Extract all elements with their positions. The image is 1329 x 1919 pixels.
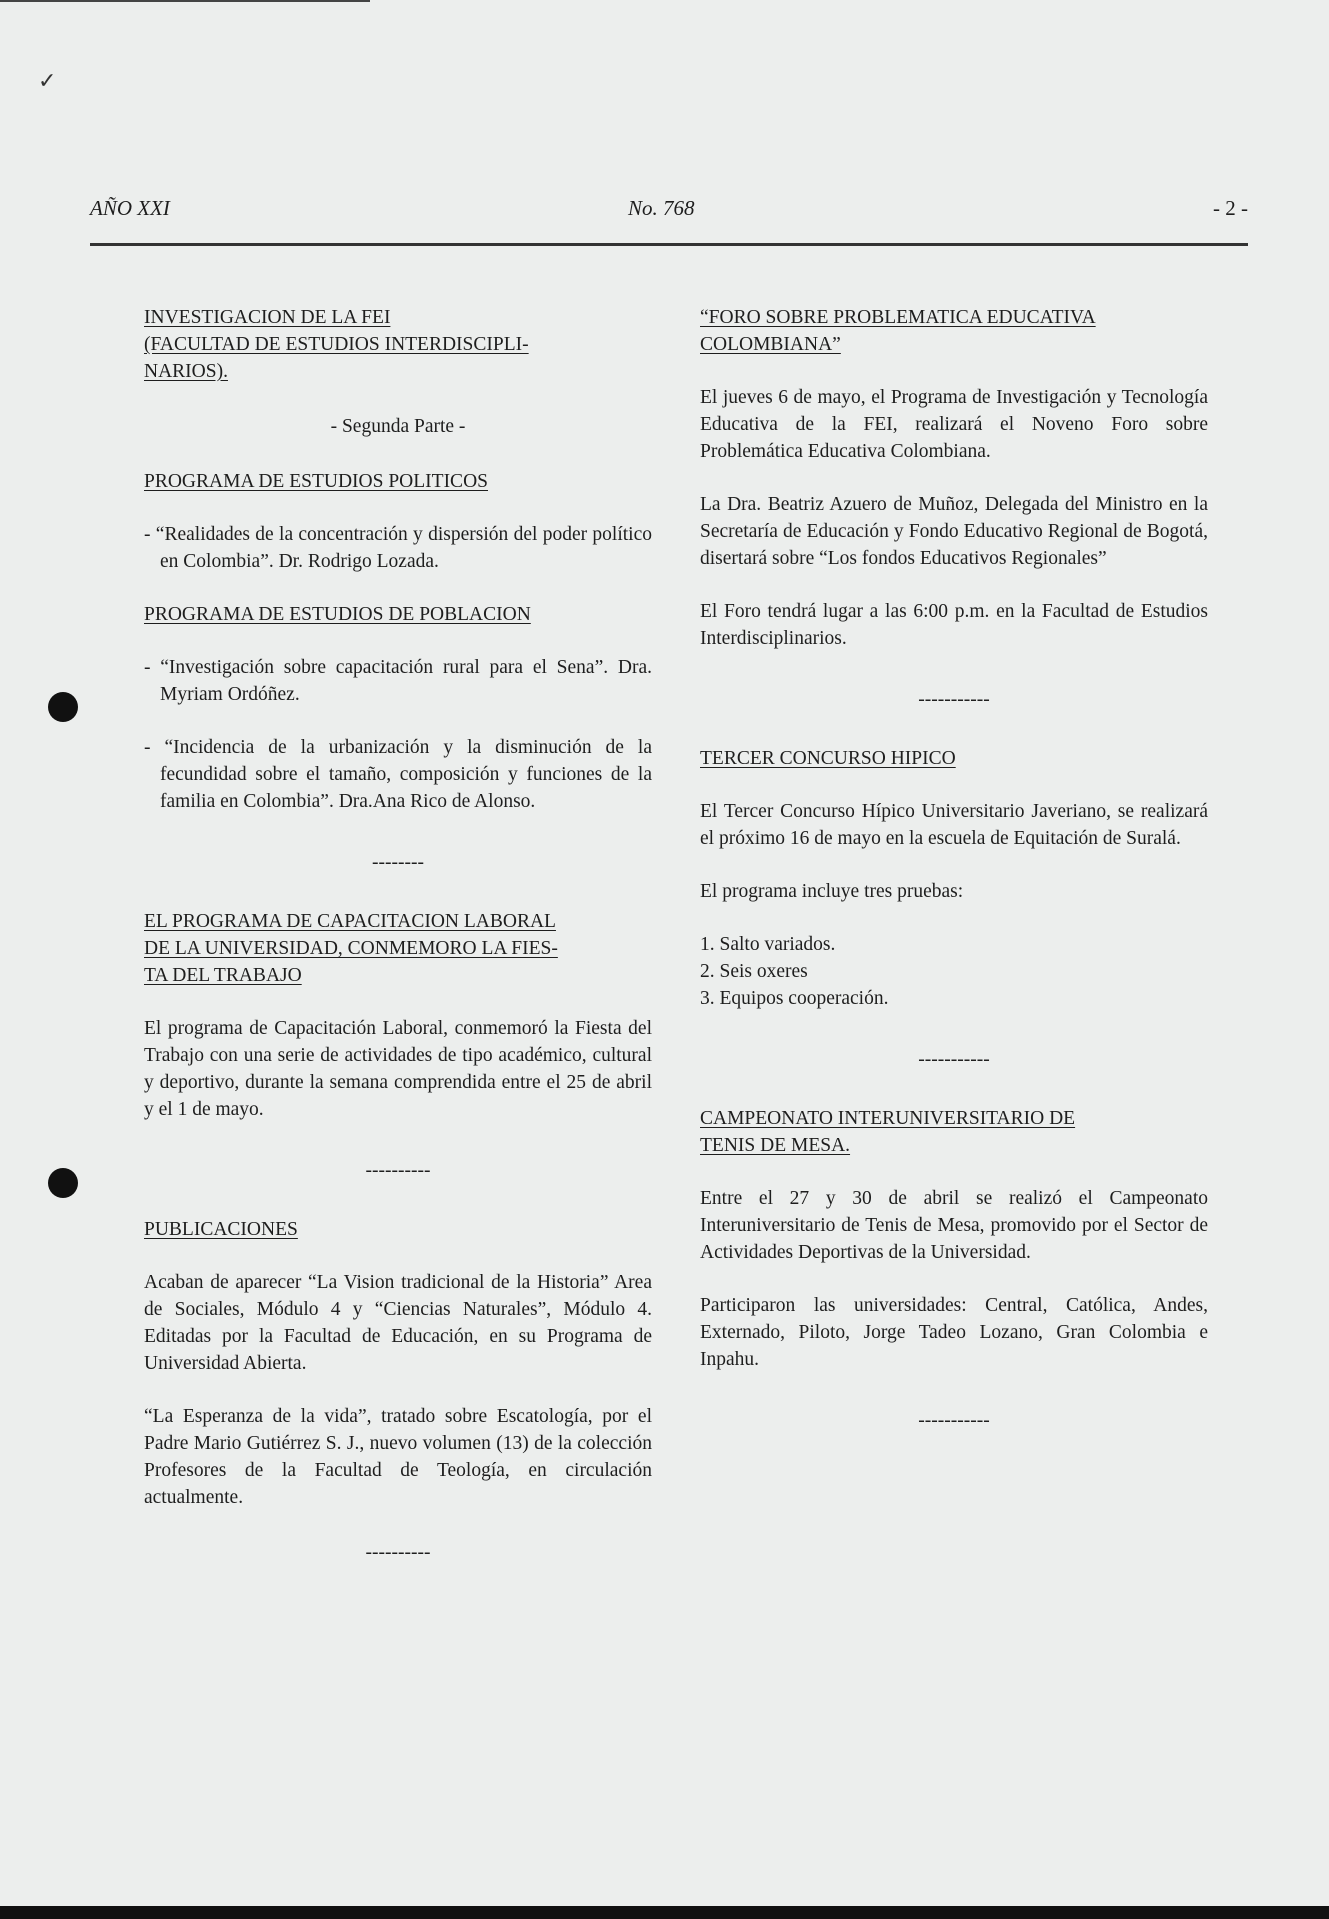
header-issue-number: No. 768 (628, 196, 695, 220)
header-page-number: - 2 - (1213, 196, 1248, 220)
section-title (144, 304, 652, 385)
program-heading: PROGRAMA DE ESTUDIOS DE POBLACION (144, 604, 531, 625)
scan-edge-line (0, 0, 370, 2)
title-line: TENIS DE MESA. (700, 1135, 851, 1156)
left-column (144, 304, 652, 1566)
section-title (700, 304, 1208, 358)
section-title: TERCER CONCURSO HIPICO (700, 748, 956, 769)
subtitle: - Segunda Parte - (330, 416, 466, 437)
list-item: - “Incidencia de la urbanización y la disminución de la fecundidad sobre el tamaño, composición y funciones de la familia en Colombia”. Dra.Ana Rico de Alonso. (144, 737, 652, 812)
section-publicaciones (144, 1216, 652, 1511)
list-item: - “Investigación sobre capacitación rural para el Sena”. Dra. Myriam Ordóñez. (144, 657, 652, 705)
title-line: NARIOS). (144, 361, 228, 382)
separator: ---------- (365, 1160, 431, 1181)
separator: -------- (372, 852, 424, 873)
separator: ----------- (918, 689, 990, 710)
section-body: Entre el 27 y 30 de abril se realizó el Campeonato Interuniversitario de Tenis de Mesa, promovido por el Sector de Actividades Deportivas de la Universidad. (700, 1188, 1208, 1263)
section-tenis-de-mesa (700, 1105, 1208, 1373)
page-header (90, 196, 1248, 226)
separator: ---------- (365, 1542, 431, 1563)
pruebas-list (700, 931, 1208, 1012)
section-concurso-hipico (700, 745, 1208, 1012)
section-foro (700, 304, 1208, 652)
list-item: 3. Equipos cooperación. (700, 988, 889, 1009)
section-title (144, 908, 652, 989)
list-item: 2. Seis oxeres (700, 961, 808, 982)
list-item: 1. Salto variados. (700, 934, 836, 955)
section-body: El Tercer Concurso Hípico Universitario Javeriano, se realizará el próximo 16 de mayo en la escuela de Equitación de Suralá. (700, 801, 1208, 849)
section-body: Acaban de aparecer “La Vision tradicional de la Historia” Area de Sociales, Módulo 4 y “Ciencias Naturales”, Módulo 4. Editadas por la Facultad de Educación, en su Programa de Universidad Abierta. (144, 1272, 652, 1374)
title-line: EL PROGRAMA DE CAPACITACION LABORAL (144, 911, 556, 932)
list-item: - “Realidades de la concentración y dispersión del poder político en Colombia”. Dr. Rodrigo Lozada. (144, 524, 652, 572)
pen-mark: ✓ (38, 68, 57, 93)
section-body: Participaron las universidades: Central, Católica, Andes, Externado, Piloto, Jorge Tadeo Lozano, Gran Colombia e Inpahu. (700, 1295, 1208, 1370)
section-body: El jueves 6 de mayo, el Programa de Investigación y Tecnología Educativa de la FEI, realizará el Noveno Foro sobre Problemática Educativa Colombiana. (700, 387, 1208, 462)
section-body: El programa de Capacitación Laboral, conmemoró la Fiesta del Trabajo con una serie de actividades de tipo académico, cultural y deportivo, durante la semana comprendida entre el 25 de abril y el 1 de mayo. (144, 1018, 652, 1120)
separator: ----------- (918, 1410, 990, 1431)
section-title (700, 1105, 1208, 1159)
section-body: El programa incluye tres pruebas: (700, 881, 964, 902)
title-line: TA DEL TRABAJO (144, 965, 302, 986)
title-line: DE LA UNIVERSIDAD, CONMEMORO LA FIES- (144, 938, 558, 959)
section-body: El Foro tendrá lugar a las 6:00 p.m. en la Facultad de Estudios Interdisciplinarios. (700, 601, 1208, 649)
title-line: CAMPEONATO INTERUNIVERSITARIO DE (700, 1108, 1076, 1129)
binder-hole (48, 692, 78, 722)
section-investigacion-fei (144, 304, 652, 815)
section-title: PUBLICACIONES (144, 1219, 298, 1240)
section-body: La Dra. Beatriz Azuero de Muñoz, Delegada del Ministro en la Secretaría de Educación y Fondo Educativo Regional de Bogotá, disertará sobre “Los fondos Educativos Regionales” (700, 494, 1208, 569)
right-column (700, 304, 1208, 1434)
binder-hole (48, 1168, 78, 1198)
title-line: INVESTIGACION DE LA FEI (144, 307, 391, 328)
title-line: (FACULTAD DE ESTUDIOS INTERDISCIPLI- (144, 334, 529, 355)
scan-bottom-edge (0, 1906, 1329, 1919)
section-body: “La Esperanza de la vida”, tratado sobre Escatología, por el Padre Mario Gutiérrez S. J., nuevo volumen (13) de la colección Profesores de la Facultad de Teología, en circulación actualmente. (144, 1406, 652, 1508)
separator: ----------- (918, 1049, 990, 1070)
title-line: “FORO SOBRE PROBLEMATICA EDUCATIVA (700, 307, 1096, 328)
program-heading: PROGRAMA DE ESTUDIOS POLITICOS (144, 471, 488, 492)
header-rule (90, 243, 1248, 246)
title-line: COLOMBIANA” (700, 334, 841, 355)
header-year: AÑO XXI (90, 196, 170, 220)
section-capacitacion-laboral (144, 908, 652, 1123)
